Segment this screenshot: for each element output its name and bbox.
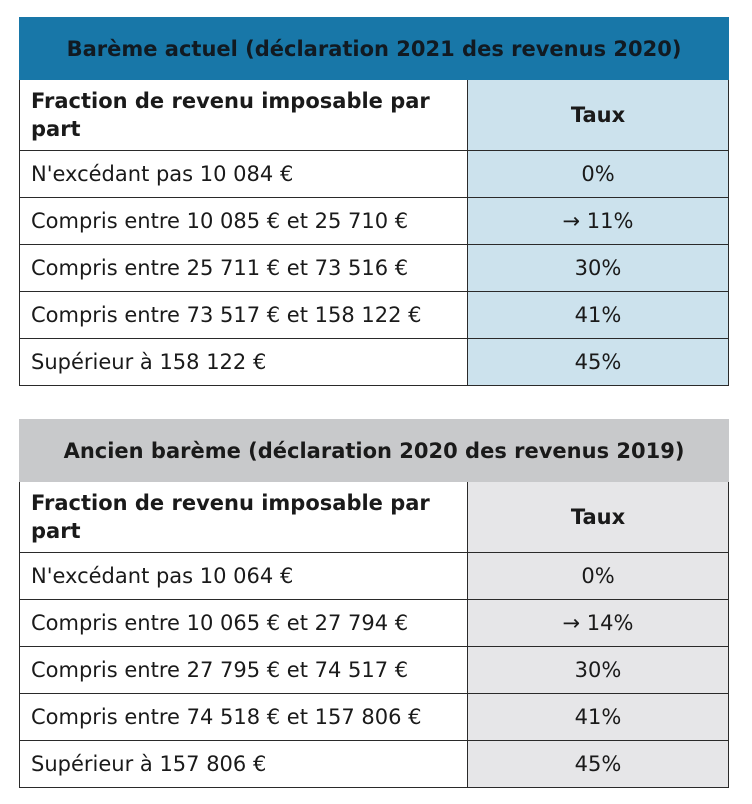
rate-cell: 0%: [468, 151, 729, 198]
column-header-row: [20, 80, 729, 151]
table-title: Barème actuel (déclaration 2021 des revenus 2020): [20, 18, 729, 80]
table-row: [20, 600, 729, 647]
table-row: [20, 198, 729, 245]
rate-cell: 41%: [468, 694, 729, 741]
bracket-cell: Supérieur à 158 122 €: [20, 339, 468, 386]
current-tax-table: [19, 17, 729, 386]
column-header-row: [20, 482, 729, 553]
bracket-cell: N'excédant pas 10 084 €: [20, 151, 468, 198]
table-row: [20, 694, 729, 741]
table-row: [20, 553, 729, 600]
rate-column-header: Taux: [468, 482, 729, 553]
bracket-cell: Supérieur à 157 806 €: [20, 741, 468, 788]
table-row: [20, 741, 729, 788]
table-row: [20, 647, 729, 694]
table-title: Ancien barème (déclaration 2020 des revenus 2019): [20, 420, 729, 482]
rate-cell: → 14%: [468, 600, 729, 647]
rate-cell: 30%: [468, 245, 729, 292]
rate-cell: 45%: [468, 741, 729, 788]
rate-cell: 41%: [468, 292, 729, 339]
bracket-cell: Compris entre 10 065 € et 27 794 €: [20, 600, 468, 647]
fraction-column-header: Fraction de revenu imposable par part: [20, 80, 468, 151]
table-row: [20, 292, 729, 339]
bracket-cell: Compris entre 73 517 € et 158 122 €: [20, 292, 468, 339]
table-title-row: [20, 18, 729, 80]
table-row: [20, 151, 729, 198]
rate-column-header: Taux: [468, 80, 729, 151]
rate-cell: 30%: [468, 647, 729, 694]
former-tax-table: [19, 419, 729, 788]
table-row: [20, 245, 729, 292]
bracket-cell: Compris entre 74 518 € et 157 806 €: [20, 694, 468, 741]
bracket-cell: Compris entre 27 795 € et 74 517 €: [20, 647, 468, 694]
rate-cell: 0%: [468, 553, 729, 600]
rate-cell: 45%: [468, 339, 729, 386]
rate-cell: → 11%: [468, 198, 729, 245]
table-row: [20, 339, 729, 386]
bracket-cell: Compris entre 25 711 € et 73 516 €: [20, 245, 468, 292]
table-title-row: [20, 420, 729, 482]
bracket-cell: Compris entre 10 085 € et 25 710 €: [20, 198, 468, 245]
bracket-cell: N'excédant pas 10 064 €: [20, 553, 468, 600]
fraction-column-header: Fraction de revenu imposable par part: [20, 482, 468, 553]
